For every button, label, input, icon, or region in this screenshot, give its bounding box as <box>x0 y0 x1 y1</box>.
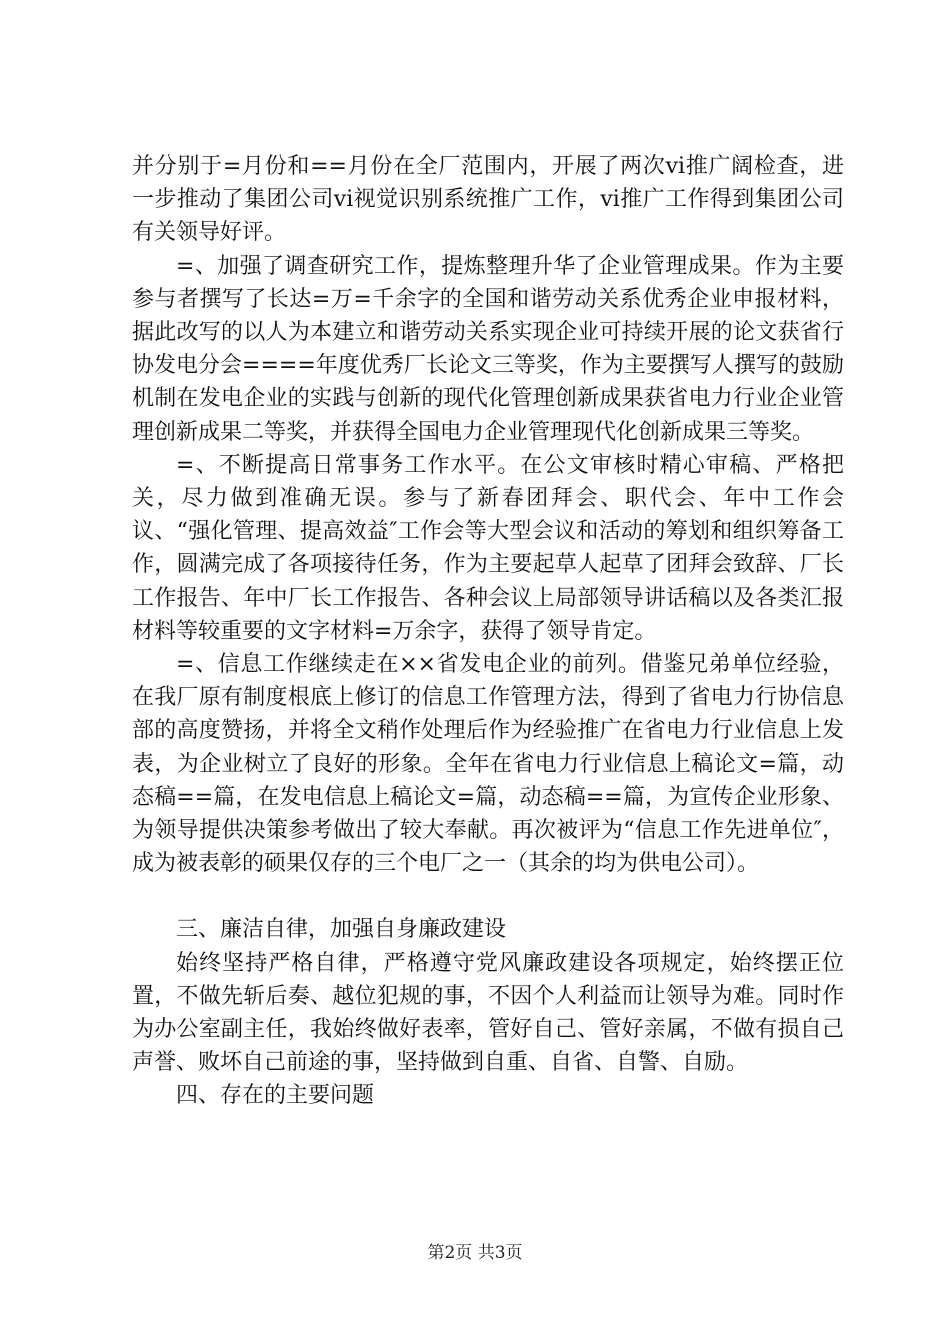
paragraph-vi-promotion: 并分别于=月份和==月份在全厂范围内，开展了两次vi推广阔检查，进一步推动了集团公司vi视觉识别系统推广工作，vi推广工作得到集团公司有关领导好评。 <box>132 154 844 246</box>
paragraph-information-work: =、信息工作继续走在××省发电企业的前列。借鉴兄弟单位经验，在我厂原有制度根底上修订的信息工作管理方法，得到了省电力行协信息部的高度赞扬，并将全文稍作处理后作为经验推广在省电力行业信息上发表，为企业树立了良好的形象。全年在省电力行业信息上稿论文=篇，动态稿==篇，在发电信息上稿论文=篇，动态稿==篇，为宣传企业形象、为领导提供决策参考做出了较大奉献。再次被评为“信息工作先进单位″，成为被表彰的硕果仅存的三个电厂之一（其余的均为供电公司）。 <box>132 652 844 877</box>
paragraph-integrity: 始终坚持严格自律，严格遵守党风廉政建设各项规定，始终摆正位置，不做先斩后奏、越位犯规的事，不因个人利益而让领导为难。同时作为办公室副主任，我始终做好表率，管好自己、管好亲属，不做有损自己声誉、败坏自己前途的事，坚持做到自重、自省、自警、自励。 <box>132 950 844 1076</box>
section-heading-integrity: 三、廉洁自律，加强自身廉政建设 <box>176 917 507 943</box>
page-number-footer: 第2页 共3页 <box>427 1243 523 1263</box>
section-heading-problems: 四、存在的主要问题 <box>176 1083 375 1109</box>
document-body <box>132 150 844 1113</box>
paragraph-daily-affairs: =、不断提高日常事务工作水平。在公文审核时精心审稿、严格把关，尽力做到准确无误。参与了新春团拜会、职代会、年中工作会议、“强化管理、提高效益″工作会等大型会议和活动的筹划和组织筹备工作，圆满完成了各项接待任务，作为主要起草人起草了团拜会致辞、厂长工作报告、年中厂长工作报告、各种会议上局部领导讲话稿以及各类汇报材料等较重要的文字材料=万余字，获得了领导肯定。 <box>132 452 844 644</box>
paragraph-research-work: =、加强了调查研究工作，提炼整理升华了企业管理成果。作为主要参与者撰写了长达=万=千余字的全国和谐劳动关系优秀企业申报材料，据此改写的以人为本建立和谐劳动关系实现企业可持续开展的论文获省行协发电分会====年度优秀厂长论文三等奖，作为主要撰写人撰写的鼓励机制在发电企业的实践与创新的现代化管理创新成果获省电力行业企业管理创新成果二等奖，并获得全国电力企业管理现代化创新成果三等奖。 <box>132 253 844 445</box>
